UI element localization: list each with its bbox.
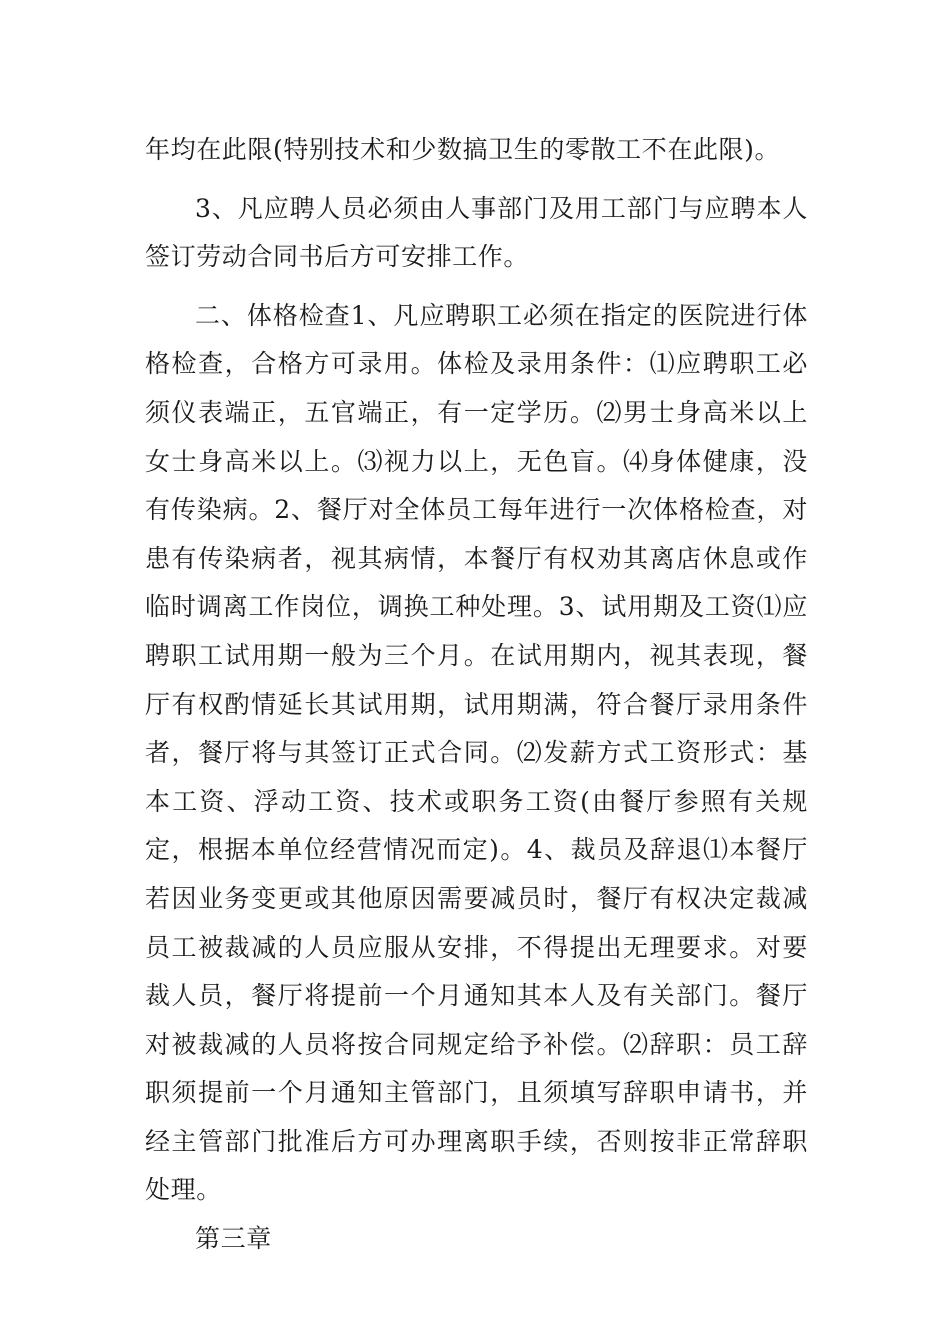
paragraph-continuation: 年均在此限(特别技术和少数搞卫生的零散工不在此限)。 (145, 135, 781, 164)
paragraph-contract: 3、凡应聘人员必须由人事部门及用工部门与应聘本人签订劳动合同书后方可安排工作。 (145, 193, 808, 272)
document-body (145, 126, 808, 1264)
chapter-heading: 第三章 (195, 1224, 272, 1254)
paragraph-physical-exam: 二、体格检查1、凡应聘职工必须在指定的医院进行体格检查，合格方可录用。体检及录用条件：⑴应聘职工必须仪表端正，五官端正，有一定学历。⑵男士身高米以上女士身高米以上。⑶视力以上，无色盲。⑷身体健康，没有传染病。2、餐厅对全体员工每年进行一次体格检查，对患有传染病者，视其病情，本餐厅有权劝其离店休息或作临时调离工作岗位，调换工种处理。3、试用期及工资⑴应聘职工试用期一般为三个月。在试用期内，视其表现，餐厅有权酌情延长其试用期，试用期满，符合餐厅录用条件者，餐厅将与其签订正式合同。⑵发薪方式工资形式：基本工资、浮动工资、技术或职务工资(由餐厅参照有关规定，根据本单位经营情况而定)。4、裁员及辞退⑴本餐厅若因业务变更或其他原因需要减员时，餐厅有权决定裁减员工被裁减的人员应服从安排，不得提出无理要求。对要裁人员，餐厅将提前一个月通知其本人及有关部门。餐厅对被裁减的人员将按合同规定给予补偿。⑵辞职：员工辞职须提前一个月通知主管部门，且须填写辞职申请书，并经主管部门批准后方可办理离职手续，否则按非正常辞职处理。 (145, 300, 808, 1205)
